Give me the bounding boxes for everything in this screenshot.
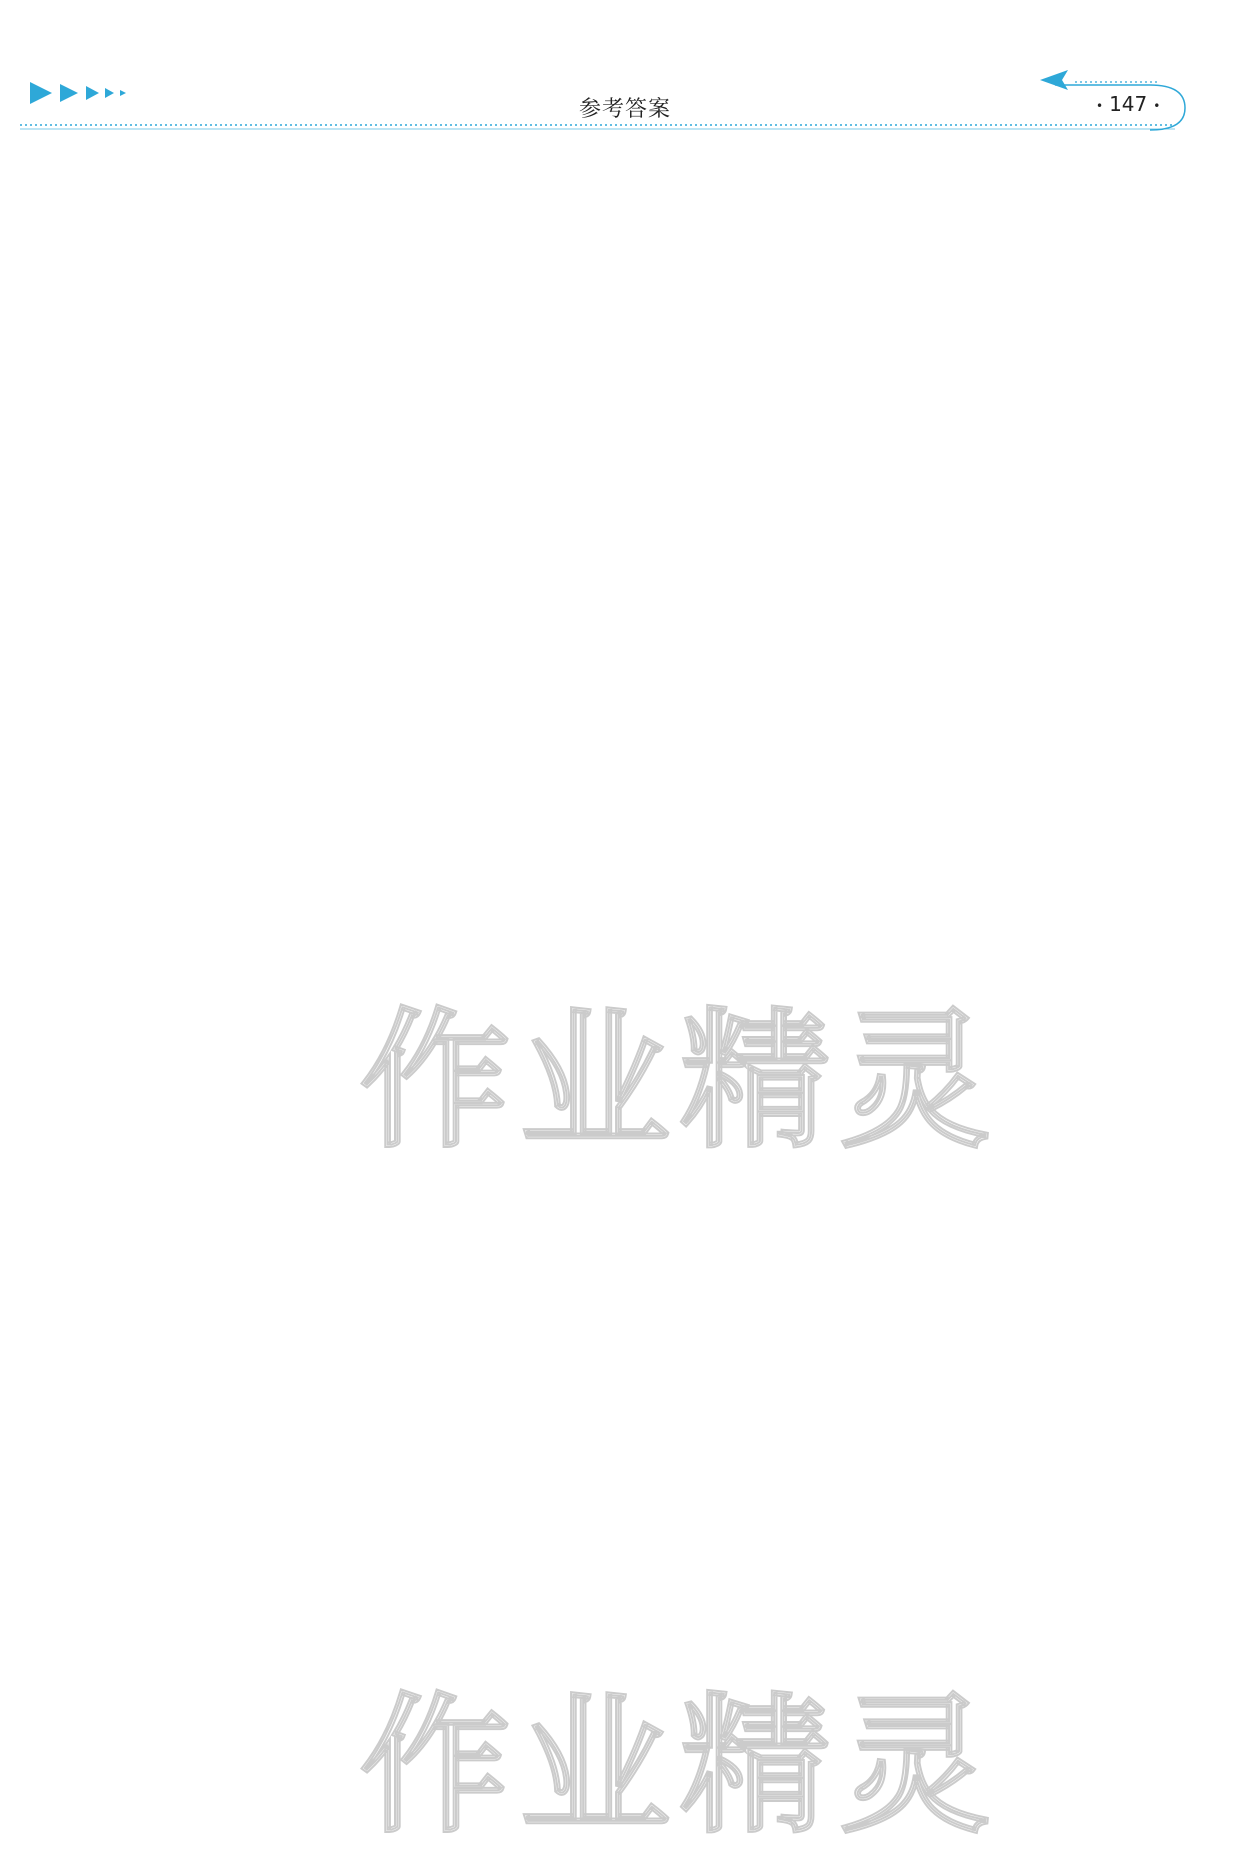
page-number: • 147 • (1096, 92, 1161, 116)
header-arrows-decoration (0, 0, 1250, 150)
page-header (0, 0, 1250, 150)
header-title: 参考答案 (578, 97, 671, 122)
page-number-value: 147 (1109, 92, 1148, 116)
watermark-bottom: 作业精灵 (360, 1680, 1001, 1854)
watermark-top: 作业精灵 (360, 995, 1001, 1169)
